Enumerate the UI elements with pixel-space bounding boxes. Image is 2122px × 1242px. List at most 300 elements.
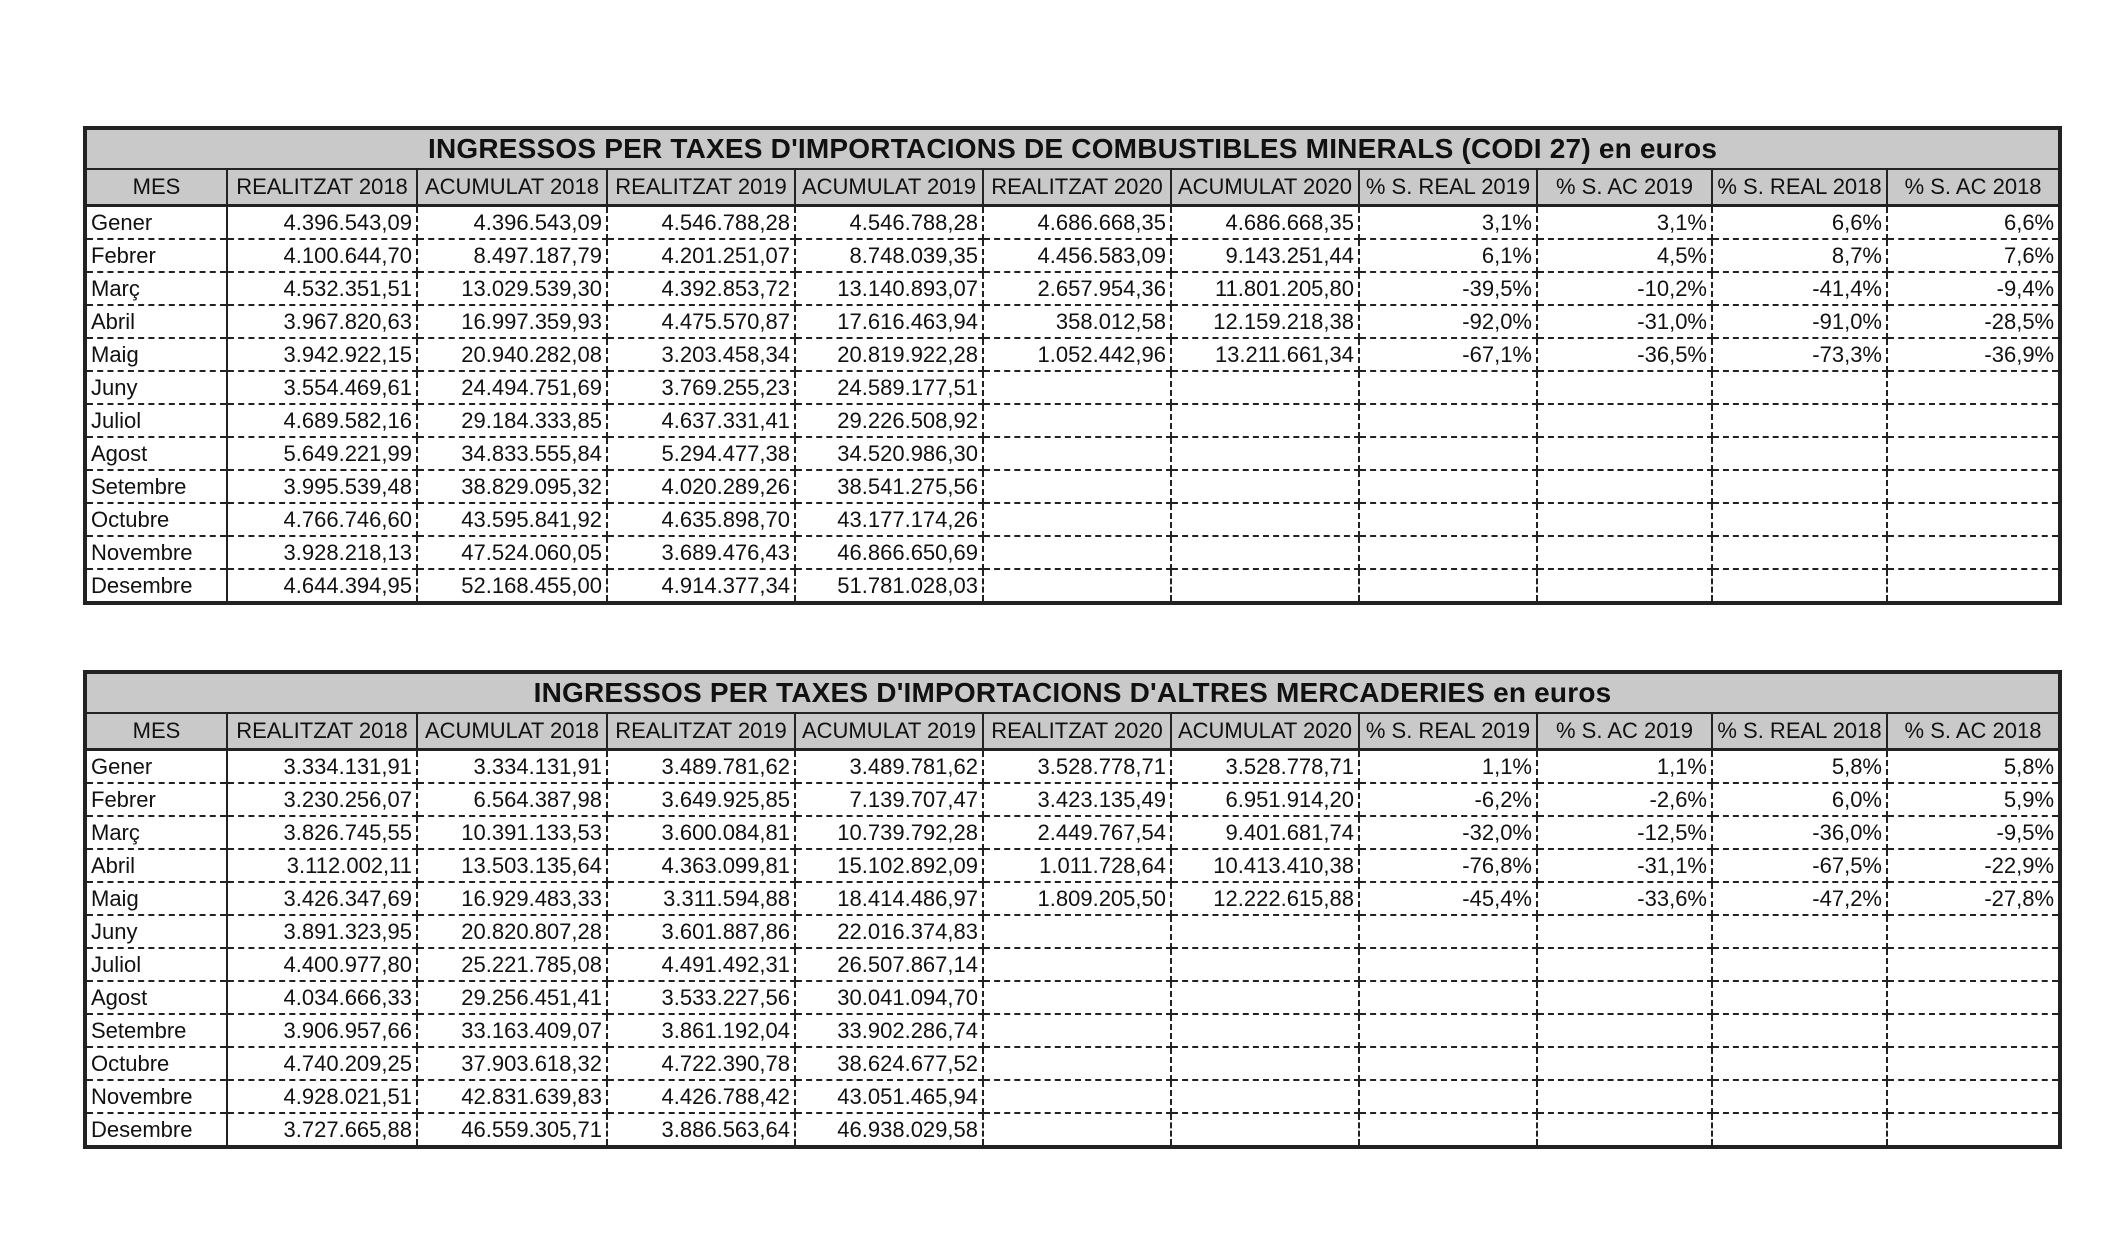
value-cell bbox=[1537, 1080, 1712, 1113]
value-cell: 3.230.256,07 bbox=[227, 783, 417, 816]
value-cell bbox=[1359, 948, 1537, 981]
value-cell bbox=[1887, 437, 2060, 470]
column-header: REALITZAT 2018 bbox=[227, 713, 417, 750]
value-cell: 4.637.331,41 bbox=[607, 404, 795, 437]
value-cell: 3.942.922,15 bbox=[227, 338, 417, 371]
table-row bbox=[85, 206, 2060, 240]
value-cell: -36,9% bbox=[1887, 338, 2060, 371]
value-cell: 29.226.508,92 bbox=[795, 404, 983, 437]
value-cell: 4.686.668,35 bbox=[1171, 206, 1359, 240]
value-cell: 4.766.746,60 bbox=[227, 503, 417, 536]
value-cell: 38.829.095,32 bbox=[417, 470, 607, 503]
value-cell bbox=[1537, 1014, 1712, 1047]
combustibles-table bbox=[83, 126, 2062, 605]
value-cell: -73,3% bbox=[1712, 338, 1887, 371]
value-cell: 3.528.778,71 bbox=[983, 750, 1171, 784]
table-body bbox=[85, 750, 2060, 1148]
month-cell: Gener bbox=[85, 206, 227, 240]
value-cell: 33.163.409,07 bbox=[417, 1014, 607, 1047]
value-cell: 6,1% bbox=[1359, 239, 1537, 272]
value-cell bbox=[1537, 404, 1712, 437]
month-cell: Setembre bbox=[85, 470, 227, 503]
table-row bbox=[85, 272, 2060, 305]
value-cell bbox=[1887, 503, 2060, 536]
value-cell bbox=[1537, 437, 1712, 470]
value-cell: -45,4% bbox=[1359, 882, 1537, 915]
value-cell bbox=[983, 948, 1171, 981]
value-cell: 8.748.039,35 bbox=[795, 239, 983, 272]
month-cell: Octubre bbox=[85, 1047, 227, 1080]
value-cell: 5,8% bbox=[1887, 750, 2060, 784]
value-cell bbox=[1359, 981, 1537, 1014]
month-cell: Abril bbox=[85, 849, 227, 882]
table-row bbox=[85, 882, 2060, 915]
value-cell: -33,6% bbox=[1537, 882, 1712, 915]
month-cell: Març bbox=[85, 816, 227, 849]
value-cell: 4.396.543,09 bbox=[227, 206, 417, 240]
value-cell: 4.686.668,35 bbox=[983, 206, 1171, 240]
value-cell bbox=[983, 371, 1171, 404]
month-cell: Novembre bbox=[85, 536, 227, 569]
table-row bbox=[85, 948, 2060, 981]
column-header: REALITZAT 2019 bbox=[607, 169, 795, 206]
value-cell bbox=[1171, 1080, 1359, 1113]
month-cell: Abril bbox=[85, 305, 227, 338]
value-cell bbox=[1171, 536, 1359, 569]
value-cell bbox=[1171, 404, 1359, 437]
value-cell: 7,6% bbox=[1887, 239, 2060, 272]
value-cell bbox=[1712, 1014, 1887, 1047]
value-cell: 8.497.187,79 bbox=[417, 239, 607, 272]
value-cell: 30.041.094,70 bbox=[795, 981, 983, 1014]
value-cell: 38.541.275,56 bbox=[795, 470, 983, 503]
value-cell: 1,1% bbox=[1359, 750, 1537, 784]
table-title: INGRESSOS PER TAXES D'IMPORTACIONS DE COMBUSTIBLES MINERALS (CODI 27) en euros bbox=[85, 128, 2060, 169]
value-cell: 22.016.374,83 bbox=[795, 915, 983, 948]
value-cell bbox=[1359, 371, 1537, 404]
table-row bbox=[85, 981, 2060, 1014]
value-cell bbox=[1171, 981, 1359, 1014]
table-row bbox=[85, 305, 2060, 338]
value-cell bbox=[1887, 1047, 2060, 1080]
value-cell: 4.689.582,16 bbox=[227, 404, 417, 437]
value-cell bbox=[1887, 1014, 2060, 1047]
value-cell bbox=[1537, 371, 1712, 404]
value-cell: 3.533.227,56 bbox=[607, 981, 795, 1014]
month-cell: Desembre bbox=[85, 1113, 227, 1147]
value-cell: 15.102.892,09 bbox=[795, 849, 983, 882]
value-cell: -67,1% bbox=[1359, 338, 1537, 371]
value-cell: 43.177.174,26 bbox=[795, 503, 983, 536]
value-cell bbox=[1171, 569, 1359, 603]
value-cell bbox=[1712, 948, 1887, 981]
value-cell bbox=[1359, 437, 1537, 470]
column-header: REALITZAT 2020 bbox=[983, 169, 1171, 206]
value-cell: 4.034.666,33 bbox=[227, 981, 417, 1014]
value-cell bbox=[983, 1113, 1171, 1147]
value-cell: 3.928.218,13 bbox=[227, 536, 417, 569]
value-cell: 4.100.644,70 bbox=[227, 239, 417, 272]
value-cell bbox=[1887, 536, 2060, 569]
value-cell bbox=[983, 404, 1171, 437]
value-cell: -28,5% bbox=[1887, 305, 2060, 338]
column-header: ACUMULAT 2019 bbox=[795, 169, 983, 206]
table-row bbox=[85, 338, 2060, 371]
column-header: ACUMULAT 2020 bbox=[1171, 169, 1359, 206]
value-cell: 3.203.458,34 bbox=[607, 338, 795, 371]
value-cell: 10.413.410,38 bbox=[1171, 849, 1359, 882]
value-cell: 2.657.954,36 bbox=[983, 272, 1171, 305]
month-cell: Maig bbox=[85, 882, 227, 915]
month-cell: Gener bbox=[85, 750, 227, 784]
value-cell: 3.334.131,91 bbox=[227, 750, 417, 784]
value-cell: 3.891.323,95 bbox=[227, 915, 417, 948]
value-cell bbox=[983, 569, 1171, 603]
value-cell bbox=[1359, 1047, 1537, 1080]
value-cell bbox=[1359, 1113, 1537, 1147]
value-cell: 4.020.289,26 bbox=[607, 470, 795, 503]
column-header-row bbox=[85, 169, 2060, 206]
value-cell bbox=[1887, 371, 2060, 404]
value-cell bbox=[983, 1080, 1171, 1113]
value-cell bbox=[1537, 981, 1712, 1014]
value-cell: 3.727.665,88 bbox=[227, 1113, 417, 1147]
month-cell: Juliol bbox=[85, 404, 227, 437]
value-cell: 13.211.661,34 bbox=[1171, 338, 1359, 371]
value-cell bbox=[1359, 1080, 1537, 1113]
value-cell bbox=[1712, 371, 1887, 404]
value-cell: -10,2% bbox=[1537, 272, 1712, 305]
value-cell: 51.781.028,03 bbox=[795, 569, 983, 603]
value-cell bbox=[1171, 915, 1359, 948]
value-cell: 3.528.778,71 bbox=[1171, 750, 1359, 784]
value-cell: 4.644.394,95 bbox=[227, 569, 417, 603]
column-header: MES bbox=[85, 713, 227, 750]
value-cell: 4.396.543,09 bbox=[417, 206, 607, 240]
table-row bbox=[85, 470, 2060, 503]
combustibles-table-container bbox=[83, 126, 2058, 605]
value-cell: 4.392.853,72 bbox=[607, 272, 795, 305]
value-cell: 5.294.477,38 bbox=[607, 437, 795, 470]
value-cell: 42.831.639,83 bbox=[417, 1080, 607, 1113]
value-cell: 5,9% bbox=[1887, 783, 2060, 816]
value-cell: 11.801.205,80 bbox=[1171, 272, 1359, 305]
value-cell: 5.649.221,99 bbox=[227, 437, 417, 470]
column-header: % S. AC 2018 bbox=[1887, 169, 2060, 206]
table-row bbox=[85, 536, 2060, 569]
value-cell: 37.903.618,32 bbox=[417, 1047, 607, 1080]
value-cell: 24.589.177,51 bbox=[795, 371, 983, 404]
value-cell bbox=[1887, 404, 2060, 437]
table-row bbox=[85, 783, 2060, 816]
value-cell bbox=[1171, 1014, 1359, 1047]
column-header: ACUMULAT 2019 bbox=[795, 713, 983, 750]
value-cell: 10.391.133,53 bbox=[417, 816, 607, 849]
value-cell: -27,8% bbox=[1887, 882, 2060, 915]
table-row bbox=[85, 849, 2060, 882]
value-cell bbox=[1359, 503, 1537, 536]
value-cell: 3.886.563,64 bbox=[607, 1113, 795, 1147]
value-cell bbox=[1171, 470, 1359, 503]
value-cell: 13.503.135,64 bbox=[417, 849, 607, 882]
table-row bbox=[85, 1014, 2060, 1047]
value-cell: 18.414.486,97 bbox=[795, 882, 983, 915]
value-cell: 3.995.539,48 bbox=[227, 470, 417, 503]
table-row bbox=[85, 750, 2060, 784]
value-cell: 3.601.887,86 bbox=[607, 915, 795, 948]
value-cell: 4.456.583,09 bbox=[983, 239, 1171, 272]
value-cell bbox=[1359, 470, 1537, 503]
value-cell: 12.222.615,88 bbox=[1171, 882, 1359, 915]
table-row bbox=[85, 404, 2060, 437]
value-cell: 3.769.255,23 bbox=[607, 371, 795, 404]
value-cell: -6,2% bbox=[1359, 783, 1537, 816]
value-cell bbox=[983, 981, 1171, 1014]
value-cell: 6,6% bbox=[1712, 206, 1887, 240]
column-header: REALITZAT 2020 bbox=[983, 713, 1171, 750]
value-cell: 3.649.925,85 bbox=[607, 783, 795, 816]
value-cell: 3.554.469,61 bbox=[227, 371, 417, 404]
column-header: % S. REAL 2019 bbox=[1359, 169, 1537, 206]
value-cell bbox=[1712, 404, 1887, 437]
value-cell bbox=[1537, 536, 1712, 569]
value-cell bbox=[1712, 569, 1887, 603]
month-cell: Febrer bbox=[85, 783, 227, 816]
value-cell: -31,0% bbox=[1537, 305, 1712, 338]
value-cell bbox=[983, 1014, 1171, 1047]
value-cell: 4,5% bbox=[1537, 239, 1712, 272]
value-cell: 3.489.781,62 bbox=[795, 750, 983, 784]
value-cell: -47,2% bbox=[1712, 882, 1887, 915]
value-cell: 4.363.099,81 bbox=[607, 849, 795, 882]
value-cell: 4.491.492,31 bbox=[607, 948, 795, 981]
value-cell: 6.951.914,20 bbox=[1171, 783, 1359, 816]
month-cell: Maig bbox=[85, 338, 227, 371]
value-cell: -9,5% bbox=[1887, 816, 2060, 849]
value-cell bbox=[1171, 1113, 1359, 1147]
value-cell: -22,9% bbox=[1887, 849, 2060, 882]
value-cell: 4.546.788,28 bbox=[607, 206, 795, 240]
value-cell bbox=[1359, 569, 1537, 603]
value-cell bbox=[983, 1047, 1171, 1080]
value-cell bbox=[1712, 1113, 1887, 1147]
value-cell: -32,0% bbox=[1359, 816, 1537, 849]
value-cell bbox=[1359, 915, 1537, 948]
value-cell: 3.906.957,66 bbox=[227, 1014, 417, 1047]
value-cell: 7.139.707,47 bbox=[795, 783, 983, 816]
altres-mercaderies-table-container bbox=[83, 670, 2058, 1149]
value-cell: 4.426.788,42 bbox=[607, 1080, 795, 1113]
month-cell: Juliol bbox=[85, 948, 227, 981]
value-cell: 25.221.785,08 bbox=[417, 948, 607, 981]
table-row bbox=[85, 1113, 2060, 1147]
table-row bbox=[85, 915, 2060, 948]
value-cell: 46.866.650,69 bbox=[795, 536, 983, 569]
column-header-row bbox=[85, 713, 2060, 750]
column-header: ACUMULAT 2018 bbox=[417, 713, 607, 750]
value-cell: 3.311.594,88 bbox=[607, 882, 795, 915]
value-cell: 9.143.251,44 bbox=[1171, 239, 1359, 272]
table-row bbox=[85, 1080, 2060, 1113]
value-cell: 16.929.483,33 bbox=[417, 882, 607, 915]
value-cell: 6,6% bbox=[1887, 206, 2060, 240]
value-cell: 3,1% bbox=[1537, 206, 1712, 240]
value-cell bbox=[1359, 1014, 1537, 1047]
value-cell bbox=[1712, 536, 1887, 569]
value-cell: 17.616.463,94 bbox=[795, 305, 983, 338]
month-cell: Agost bbox=[85, 981, 227, 1014]
value-cell: 3.426.347,69 bbox=[227, 882, 417, 915]
value-cell: 4.201.251,07 bbox=[607, 239, 795, 272]
value-cell: 4.914.377,34 bbox=[607, 569, 795, 603]
value-cell bbox=[1171, 948, 1359, 981]
value-cell: 3.334.131,91 bbox=[417, 750, 607, 784]
value-cell: -36,5% bbox=[1537, 338, 1712, 371]
value-cell: 29.184.333,85 bbox=[417, 404, 607, 437]
value-cell: 4.475.570,87 bbox=[607, 305, 795, 338]
value-cell: 3.112.002,11 bbox=[227, 849, 417, 882]
value-cell: 3.826.745,55 bbox=[227, 816, 417, 849]
value-cell: 8,7% bbox=[1712, 239, 1887, 272]
value-cell: 20.820.807,28 bbox=[417, 915, 607, 948]
table-row bbox=[85, 437, 2060, 470]
value-cell bbox=[1171, 1047, 1359, 1080]
value-cell: 47.524.060,05 bbox=[417, 536, 607, 569]
value-cell: 34.520.986,30 bbox=[795, 437, 983, 470]
value-cell: 3.967.820,63 bbox=[227, 305, 417, 338]
column-header: % S. REAL 2018 bbox=[1712, 169, 1887, 206]
column-header: % S. AC 2018 bbox=[1887, 713, 2060, 750]
value-cell bbox=[1887, 470, 2060, 503]
column-header: ACUMULAT 2018 bbox=[417, 169, 607, 206]
value-cell: -9,4% bbox=[1887, 272, 2060, 305]
table-row bbox=[85, 503, 2060, 536]
column-header: % S. AC 2019 bbox=[1537, 713, 1712, 750]
table-row bbox=[85, 371, 2060, 404]
value-cell: -2,6% bbox=[1537, 783, 1712, 816]
value-cell bbox=[1537, 569, 1712, 603]
column-header: % S. AC 2019 bbox=[1537, 169, 1712, 206]
value-cell: 6,0% bbox=[1712, 783, 1887, 816]
value-cell: 46.559.305,71 bbox=[417, 1113, 607, 1147]
value-cell: 3.861.192,04 bbox=[607, 1014, 795, 1047]
value-cell: 3.600.084,81 bbox=[607, 816, 795, 849]
month-cell: Setembre bbox=[85, 1014, 227, 1047]
month-cell: Febrer bbox=[85, 239, 227, 272]
month-cell: Juny bbox=[85, 915, 227, 948]
value-cell: 6.564.387,98 bbox=[417, 783, 607, 816]
value-cell: 1,1% bbox=[1537, 750, 1712, 784]
value-cell: 46.938.029,58 bbox=[795, 1113, 983, 1147]
value-cell bbox=[1171, 371, 1359, 404]
value-cell: 43.595.841,92 bbox=[417, 503, 607, 536]
value-cell: -12,5% bbox=[1537, 816, 1712, 849]
value-cell: 4.740.209,25 bbox=[227, 1047, 417, 1080]
value-cell bbox=[1537, 470, 1712, 503]
value-cell: -41,4% bbox=[1712, 272, 1887, 305]
value-cell: 29.256.451,41 bbox=[417, 981, 607, 1014]
value-cell: 34.833.555,84 bbox=[417, 437, 607, 470]
column-header: ACUMULAT 2020 bbox=[1171, 713, 1359, 750]
value-cell bbox=[1887, 569, 2060, 603]
value-cell: 20.819.922,28 bbox=[795, 338, 983, 371]
column-header: % S. REAL 2018 bbox=[1712, 713, 1887, 750]
value-cell bbox=[1712, 915, 1887, 948]
value-cell bbox=[983, 915, 1171, 948]
value-cell bbox=[1887, 948, 2060, 981]
column-header: REALITZAT 2018 bbox=[227, 169, 417, 206]
value-cell bbox=[1712, 1080, 1887, 1113]
value-cell bbox=[1537, 1113, 1712, 1147]
value-cell: -31,1% bbox=[1537, 849, 1712, 882]
month-cell: Agost bbox=[85, 437, 227, 470]
month-cell: Desembre bbox=[85, 569, 227, 603]
value-cell bbox=[1887, 1080, 2060, 1113]
value-cell: 38.624.677,52 bbox=[795, 1047, 983, 1080]
value-cell: -36,0% bbox=[1712, 816, 1887, 849]
value-cell bbox=[1887, 915, 2060, 948]
month-cell: Octubre bbox=[85, 503, 227, 536]
value-cell: 4.722.390,78 bbox=[607, 1047, 795, 1080]
month-cell: Març bbox=[85, 272, 227, 305]
value-cell: -67,5% bbox=[1712, 849, 1887, 882]
value-cell bbox=[1359, 404, 1537, 437]
table-row bbox=[85, 1047, 2060, 1080]
value-cell bbox=[1887, 981, 2060, 1014]
value-cell bbox=[1171, 503, 1359, 536]
value-cell bbox=[983, 536, 1171, 569]
value-cell: 4.546.788,28 bbox=[795, 206, 983, 240]
value-cell: 3.423.135,49 bbox=[983, 783, 1171, 816]
altres-mercaderies-table bbox=[83, 670, 2062, 1149]
value-cell: 16.997.359,93 bbox=[417, 305, 607, 338]
value-cell bbox=[1712, 437, 1887, 470]
value-cell bbox=[1712, 503, 1887, 536]
value-cell: -76,8% bbox=[1359, 849, 1537, 882]
value-cell: 43.051.465,94 bbox=[795, 1080, 983, 1113]
table-title: INGRESSOS PER TAXES D'IMPORTACIONS D'ALTRES MERCADERIES en euros bbox=[85, 672, 2060, 713]
value-cell: 13.140.893,07 bbox=[795, 272, 983, 305]
value-cell bbox=[1171, 437, 1359, 470]
value-cell bbox=[1537, 948, 1712, 981]
column-header: MES bbox=[85, 169, 227, 206]
table-row bbox=[85, 816, 2060, 849]
value-cell: -92,0% bbox=[1359, 305, 1537, 338]
value-cell: 3.489.781,62 bbox=[607, 750, 795, 784]
value-cell: -39,5% bbox=[1359, 272, 1537, 305]
value-cell bbox=[1887, 1113, 2060, 1147]
value-cell bbox=[983, 470, 1171, 503]
value-cell: 33.902.286,74 bbox=[795, 1014, 983, 1047]
value-cell: 2.449.767,54 bbox=[983, 816, 1171, 849]
value-cell: 4.928.021,51 bbox=[227, 1080, 417, 1113]
value-cell: -91,0% bbox=[1712, 305, 1887, 338]
value-cell: 13.029.539,30 bbox=[417, 272, 607, 305]
value-cell: 4.400.977,80 bbox=[227, 948, 417, 981]
value-cell: 24.494.751,69 bbox=[417, 371, 607, 404]
value-cell: 52.168.455,00 bbox=[417, 569, 607, 603]
value-cell bbox=[983, 437, 1171, 470]
table-body bbox=[85, 206, 2060, 604]
value-cell: 10.739.792,28 bbox=[795, 816, 983, 849]
value-cell: 358.012,58 bbox=[983, 305, 1171, 338]
value-cell bbox=[1712, 470, 1887, 503]
value-cell bbox=[1712, 981, 1887, 1014]
month-cell: Novembre bbox=[85, 1080, 227, 1113]
value-cell: 5,8% bbox=[1712, 750, 1887, 784]
value-cell bbox=[1537, 915, 1712, 948]
table-row bbox=[85, 569, 2060, 603]
